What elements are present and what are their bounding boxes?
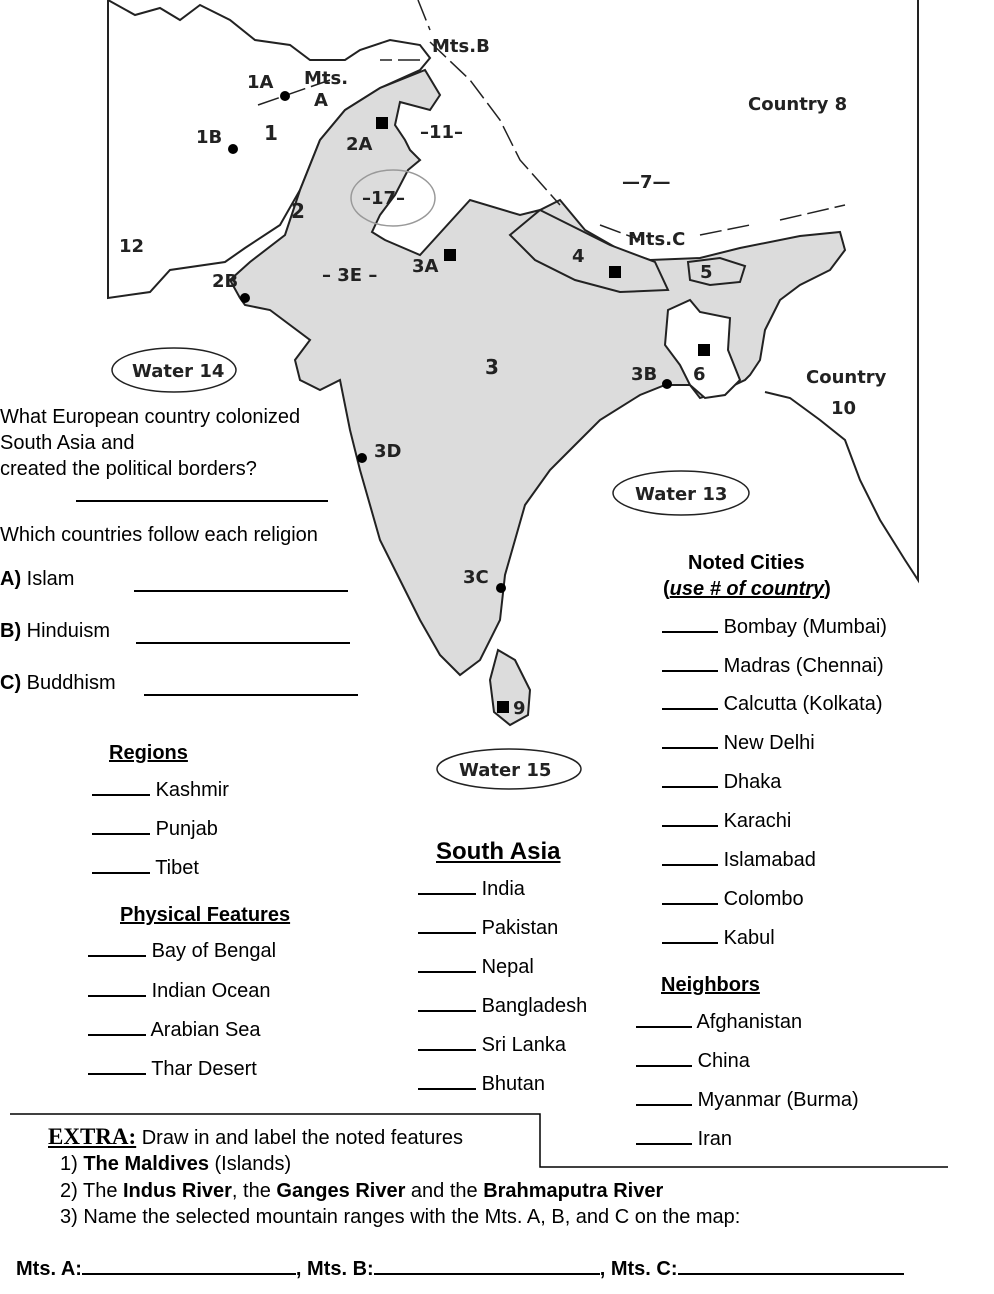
regions-heading: Regions (109, 742, 188, 764)
cities-heading: Noted Cities (688, 552, 805, 574)
label-2a: 2A (346, 134, 373, 155)
south-asia-heading: South Asia (436, 838, 561, 865)
label-country-10-1: Country (806, 367, 887, 388)
mts-a-label: Mts. A: (16, 1258, 82, 1280)
south-asia-item: Sri Lanka (418, 1034, 566, 1057)
religion-hinduism: B) Hinduism (0, 620, 111, 642)
city-item: Dhaka (662, 771, 781, 794)
physical-item: Arabian Sea (88, 1019, 261, 1042)
colonizer-answer-blank[interactable] (76, 500, 328, 502)
city-square-4 (609, 266, 621, 278)
label-water-13: Water 13 (635, 484, 728, 505)
label-country-8: Country 8 (748, 94, 848, 115)
label-1b: 1B (196, 127, 223, 148)
label-4: 4 (572, 246, 585, 267)
label-mts-b: Mts.B (432, 36, 490, 57)
south-asia-item: India (418, 878, 525, 901)
mts-b-label: Mts. B: (307, 1258, 374, 1280)
city-item: Bombay (Mumbai) (662, 616, 887, 639)
label-3e: – 3E – (322, 265, 378, 286)
city-dot-1a (280, 91, 290, 101)
label-water-15: Water 15 (459, 760, 552, 781)
label-3: 3 (485, 355, 499, 379)
city-item: Kabul (662, 927, 775, 950)
label-9: 9 (513, 698, 526, 719)
city-dot-3b (662, 379, 672, 389)
neighbor-item: Afghanistan (636, 1011, 802, 1034)
label-1: 1 (264, 121, 278, 145)
label-12: 12 (119, 236, 145, 257)
neighbor-item: China (636, 1050, 750, 1073)
mts-c-blank[interactable] (678, 1273, 904, 1275)
mts-c-label: Mts. C: (610, 1258, 678, 1280)
question-line-1: What European country colonized (0, 406, 301, 428)
religion-heading: Which countries follow each religion (0, 524, 318, 546)
religion-islam: A) Islam (0, 568, 75, 590)
label-17: –17– (362, 188, 406, 209)
label-11: –11– (420, 122, 464, 143)
south-asia-item: Nepal (418, 956, 534, 979)
physical-item: Thar Desert (88, 1058, 257, 1081)
city-dot-3d (357, 453, 367, 463)
colonizer-question (0, 404, 300, 482)
label-3a: 3A (412, 256, 439, 277)
neighbor-item: Iran (636, 1128, 732, 1151)
extra-item-2: 2) The Indus River, the Ganges River and the Brahmaputra River (60, 1180, 664, 1202)
label-6: 6 (693, 364, 706, 385)
city-item: Karachi (662, 810, 791, 833)
city-dot-1b (228, 144, 238, 154)
extra-intro: EXTRA: Draw in and label the noted features (48, 1124, 464, 1149)
city-dot-3c (496, 583, 506, 593)
label-1a: 1A (247, 72, 274, 93)
label-mts-a-2: A (314, 90, 328, 111)
extra-item-1: 1) The Maldives (Islands) (60, 1153, 292, 1175)
neighbors-heading: Neighbors (661, 974, 760, 996)
label-3c: 3C (463, 567, 489, 588)
label-2: 2 (291, 199, 305, 223)
south-asia-item: Pakistan (418, 917, 558, 940)
label-country-10-2: 10 (831, 398, 857, 419)
region-item: Punjab (92, 818, 218, 841)
city-item: Calcutta (Kolkata) (662, 693, 883, 716)
physical-item: Bay of Bengal (88, 940, 276, 963)
religion-buddhism: C) Buddhism (0, 672, 116, 694)
question-line-3: created the political borders? (0, 458, 257, 480)
city-dot-2b (240, 293, 250, 303)
mts-answer-line: Mts. A: , Mts. B: , Mts. C: (16, 1258, 904, 1281)
religion-buddhism-blank[interactable] (144, 694, 358, 696)
city-square-2a (376, 117, 388, 129)
mts-a-blank[interactable] (82, 1273, 296, 1275)
mts-b-blank[interactable] (374, 1273, 600, 1275)
religion-hinduism-blank[interactable] (136, 642, 350, 644)
city-item: Islamabad (662, 849, 816, 872)
neighbor-item: Myanmar (Burma) (636, 1089, 859, 1112)
religion-islam-blank[interactable] (134, 590, 348, 592)
region-item: Kashmir (92, 779, 229, 802)
label-2b: 2B (212, 271, 239, 292)
physical-item: Indian Ocean (88, 980, 271, 1003)
city-item: New Delhi (662, 732, 815, 755)
label-mts-a-1: Mts. (304, 68, 349, 89)
south-asia-item: Bangladesh (418, 995, 587, 1018)
city-square-6 (698, 344, 710, 356)
region-item: Tibet (92, 857, 199, 880)
extra-item-3: 3) Name the selected mountain ranges with the Mts. A, B, and C on the map: (60, 1206, 741, 1228)
cities-subheading: (use # of country) (663, 578, 831, 600)
label-mts-c: Mts.C (628, 229, 686, 250)
city-square-3a (444, 249, 456, 261)
label-7: —7— (622, 172, 671, 193)
question-line-2: South Asia and (0, 432, 135, 454)
label-water-14: Water 14 (132, 361, 225, 382)
label-3d: 3D (374, 441, 402, 462)
label-5: 5 (700, 262, 713, 283)
south-asia-item: Bhutan (418, 1073, 545, 1096)
city-item: Colombo (662, 888, 804, 911)
city-item: Madras (Chennai) (662, 655, 884, 678)
physical-heading: Physical Features (120, 904, 291, 926)
label-3b: 3B (631, 364, 658, 385)
city-square-9 (497, 701, 509, 713)
